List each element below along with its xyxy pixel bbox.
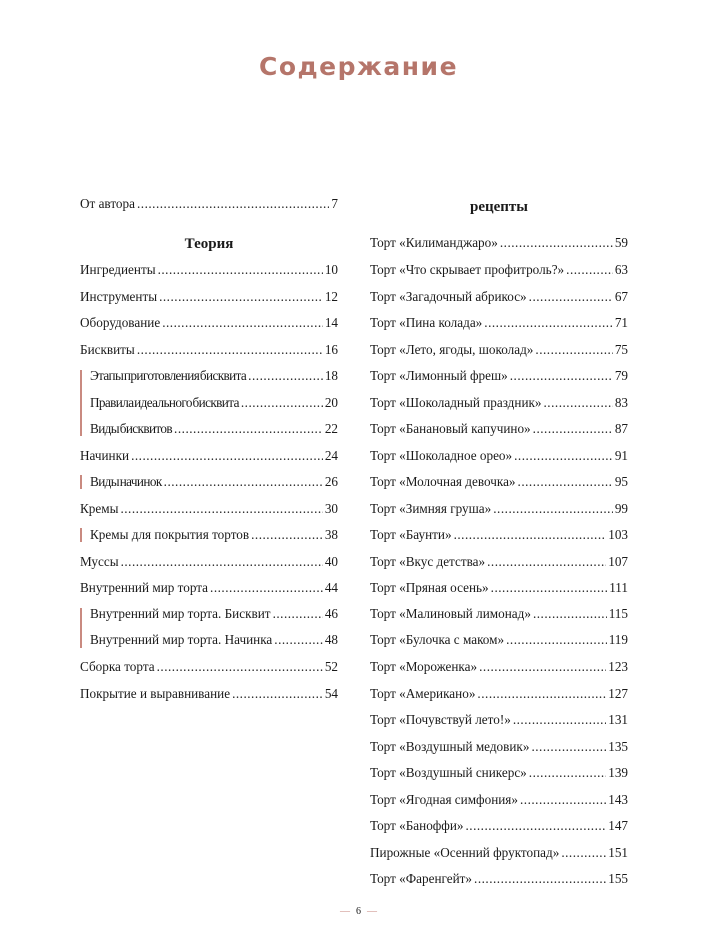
toc-entry[interactable]: Торт «Зимняя груша» ..... 99 xyxy=(370,499,628,519)
toc-entry[interactable]: Торт «Загадочный абрикос» ..... 67 xyxy=(370,287,628,307)
toc-theory-column xyxy=(80,0,338,936)
toc-entry[interactable]: Торт «Шоколадный праздник» ..... 83 xyxy=(370,393,628,413)
toc-entry[interactable]: Торт «Воздушный медовик» ..... 135 xyxy=(370,737,628,757)
toc-subentry[interactable]: Правила идеального бисквита ..... 20 xyxy=(90,393,338,413)
toc-entry[interactable]: Торт «Мороженка» ..... 123 xyxy=(370,657,628,677)
toc-entry[interactable]: Торт «Вкус детства» ..... 107 xyxy=(370,552,628,572)
toc-entry[interactable]: Сборка торта ..... 52 xyxy=(80,657,338,677)
toc-entry[interactable]: Муссы ..... 40 xyxy=(80,552,338,572)
toc-entry[interactable]: Торт «Американо» ..... 127 xyxy=(370,684,628,704)
toc-entry[interactable]: Покрытие и выравнивание ..... 54 xyxy=(80,684,338,704)
toc-entry[interactable]: Торт «Молочная девочка» ..... 95 xyxy=(370,472,628,492)
toc-subentry[interactable]: Кремы для покрытия тортов ..... 38 xyxy=(90,525,338,545)
toc-subentry[interactable]: Виды начинок ..... 26 xyxy=(90,472,338,492)
toc-subentry[interactable]: Виды бисквитов ..... 22 xyxy=(90,419,338,439)
toc-entry[interactable]: Торт «Шоколадное орео» ..... 91 xyxy=(370,446,628,466)
toc-entry-author[interactable]: От автора ..... 7 xyxy=(80,194,338,214)
page-number: — 6 — xyxy=(340,906,377,917)
toc-entry[interactable]: Кремы ..... 30 xyxy=(80,499,338,519)
toc-entry[interactable]: Торт «Что скрывает профитроль?» ..... 63 xyxy=(370,260,628,280)
toc-entry[interactable]: Торт «Баноффи» ..... 147 xyxy=(370,816,628,836)
toc-subentry[interactable]: Внутренний мир торта. Бисквит ..... 46 xyxy=(90,604,338,624)
toc-entry[interactable]: Торт «Почувствуй лето!» ..... 131 xyxy=(370,710,628,730)
toc-entry[interactable]: Торт «Пряная осень» ..... 111 xyxy=(370,578,628,598)
page-number-dash-right: — xyxy=(367,906,377,917)
page-number-dash-left: — xyxy=(340,906,350,917)
leader-dots xyxy=(137,194,329,214)
toc-entry[interactable]: Внутренний мир торта ..... 44 xyxy=(80,578,338,598)
subsection-bar xyxy=(80,475,82,489)
section-heading-theory: Теория xyxy=(184,236,234,252)
toc-entry[interactable]: Начинки ..... 24 xyxy=(80,446,338,466)
toc-entry[interactable]: Бисквиты ..... 16 xyxy=(80,340,338,360)
subsection-bar xyxy=(80,608,82,648)
toc-entry[interactable]: Торт «Воздушный сникерс» ..... 139 xyxy=(370,763,628,783)
toc-entry[interactable]: Торт «Баунти» ..... 103 xyxy=(370,525,628,545)
toc-entry[interactable]: Ингредиенты ..... 10 xyxy=(80,260,338,280)
toc-entry[interactable]: Торт «Булочка с маком» ..... 119 xyxy=(370,630,628,650)
toc-entry[interactable]: Инструменты ..... 12 xyxy=(80,287,338,307)
toc-entry[interactable]: Торт «Килиманджаро» ..... 59 xyxy=(370,233,628,253)
toc-entry[interactable]: Оборудование ..... 14 xyxy=(80,313,338,333)
page-title: Содержание xyxy=(258,52,459,81)
toc-entry[interactable]: Торт «Ягодная симфония» ..... 143 xyxy=(370,790,628,810)
toc-entry[interactable]: Торт «Малиновый лимонад» ..... 115 xyxy=(370,604,628,624)
toc-recipes-column xyxy=(370,0,628,936)
toc-entry[interactable]: Торт «Лето, ягоды, шоколад» ..... 75 xyxy=(370,340,628,360)
toc-entry[interactable]: Торт «Лимонный фреш» ..... 79 xyxy=(370,366,628,386)
toc-entry[interactable]: Торт «Фаренгейт» ..... 155 xyxy=(370,869,628,889)
subsection-bar xyxy=(80,528,82,542)
section-heading-recipes: рецепты xyxy=(469,199,529,215)
toc-subentry[interactable]: Внутренний мир торта. Начинка ..... 48 xyxy=(90,630,338,650)
toc-entry[interactable]: Торт «Пина колада» ..... 71 xyxy=(370,313,628,333)
toc-entry[interactable]: Торт «Банановый капучино» ..... 87 xyxy=(370,419,628,439)
toc-subentry[interactable]: Этапы приготовления бисквита ..... 18 xyxy=(90,366,338,386)
subsection-bar xyxy=(80,370,82,436)
toc-entry[interactable]: Пирожные «Осенний фруктопад» ..... 151 xyxy=(370,843,628,863)
